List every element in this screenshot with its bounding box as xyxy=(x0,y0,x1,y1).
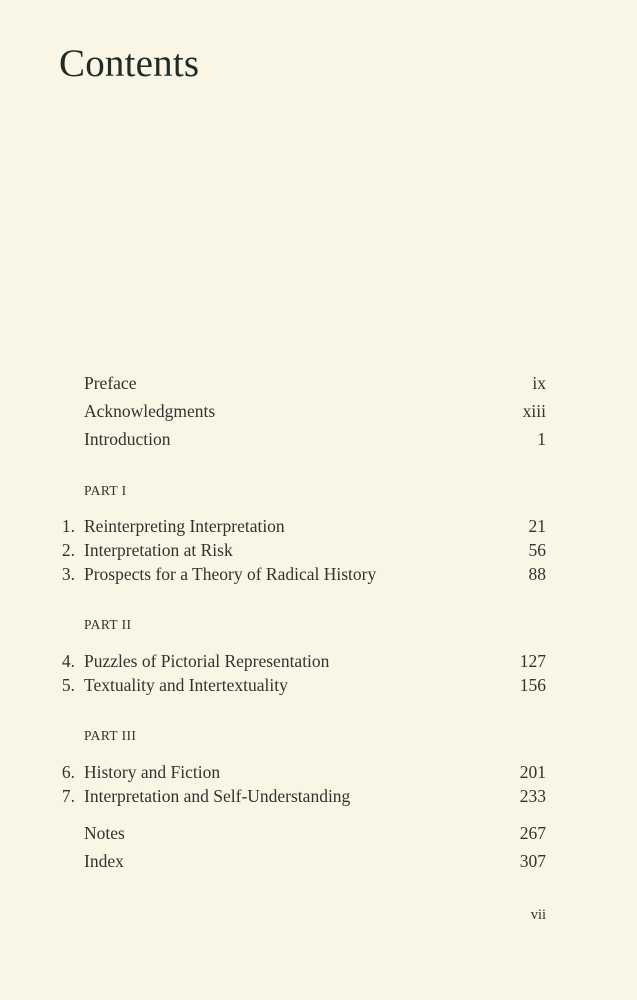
chapter-page: 233 xyxy=(519,786,546,806)
toc-entry-page: ix xyxy=(532,373,546,393)
chapter-title: Interpretation at Risk xyxy=(84,540,233,560)
chapter-number: 2. xyxy=(61,540,75,560)
toc-entry-title: Notes xyxy=(84,823,125,843)
toc-chapter-4 xyxy=(0,649,637,673)
chapter-title: Interpretation and Self-Understanding xyxy=(84,786,351,806)
chapter-title: Reinterpreting Interpretation xyxy=(84,516,285,536)
toc-chapter-2 xyxy=(0,538,637,562)
part-heading-1: PART I xyxy=(84,483,127,498)
chapter-title: History and Fiction xyxy=(84,762,221,782)
toc-entry-page: 1 xyxy=(537,429,546,449)
toc-entry-title: Preface xyxy=(84,373,137,393)
page-number: vii xyxy=(530,907,546,923)
toc-chapter-7 xyxy=(0,784,637,808)
chapter-page: 88 xyxy=(528,564,546,584)
toc-entry-introduction xyxy=(0,427,637,451)
part-heading-3: PART III xyxy=(84,728,137,743)
toc-entry-page: 307 xyxy=(519,851,546,871)
toc-chapter-6 xyxy=(0,760,637,784)
toc-entry-title: Acknowledgments xyxy=(84,401,216,421)
toc-chapter-5 xyxy=(0,673,637,697)
chapter-number: 7. xyxy=(61,786,75,806)
chapter-title: Puzzles of Pictorial Representation xyxy=(84,651,330,671)
toc-chapter-3 xyxy=(0,562,637,586)
toc-entry-preface xyxy=(0,371,637,395)
chapter-number: 6. xyxy=(61,762,75,782)
part-heading-2: PART II xyxy=(84,617,132,632)
chapter-page: 127 xyxy=(519,651,546,671)
toc-entry-index xyxy=(0,849,637,873)
chapter-number: 4. xyxy=(61,651,75,671)
toc-entry-title: Index xyxy=(84,851,124,871)
toc-entry-page: xiii xyxy=(522,401,546,421)
chapter-page: 56 xyxy=(528,540,546,560)
chapter-number: 3. xyxy=(61,564,75,584)
chapter-title: Textuality and Intertextuality xyxy=(84,675,288,695)
chapter-title: Prospects for a Theory of Radical History xyxy=(84,564,377,584)
toc-entry-notes xyxy=(0,821,637,845)
toc-entry-page: 267 xyxy=(519,823,546,843)
page-title: Contents xyxy=(59,42,200,85)
chapter-page: 201 xyxy=(519,762,546,782)
chapter-number: 1. xyxy=(61,516,75,536)
toc-entry-title: Introduction xyxy=(84,429,171,449)
chapter-page: 156 xyxy=(519,675,546,695)
toc-chapter-1 xyxy=(0,514,637,538)
chapter-number: 5. xyxy=(61,675,75,695)
toc-entry-acknowledgments xyxy=(0,399,637,423)
chapter-page: 21 xyxy=(528,516,546,536)
